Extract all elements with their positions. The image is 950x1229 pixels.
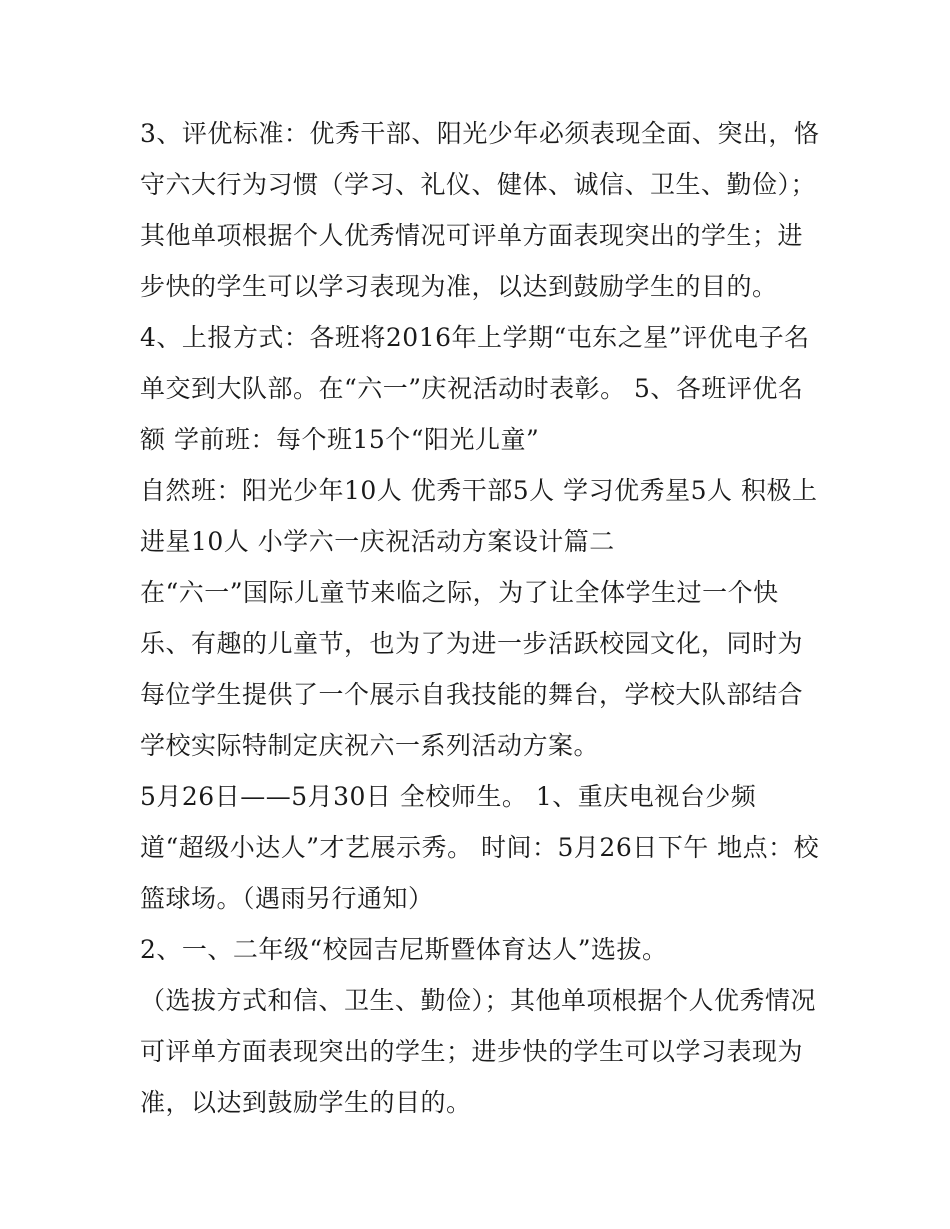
paragraph-evaluation-criteria: 3、评优标准：优秀干部、阳光少年必须表现全面、突出，恪守六大行为习惯（学习、礼仪、健体、诚信、卫生、勤俭）；其他单项根据个人优秀情况可评单方面表现突出的学生；进步快的学生可以学习表现为准，以达到鼓励学生的目的。 (140, 119, 820, 301)
paragraph-quota: 自然班：阳光少年10人 优秀干部5人 学习优秀星5人 积极上进星10人 小学六一庆祝活动方案设计篇二 (140, 476, 818, 556)
paragraph-selection: 2、一、二年级“校园吉尼斯暨体育达人”选拔。 (140, 935, 668, 964)
document-body (140, 108, 820, 1128)
paragraph-introduction: 在“六一”国际儿童节来临之际，为了让全体学生过一个快乐、有趣的儿童节，也为了为进一步活跃校园文化，同时为每位学生提供了一个展示自我技能的舞台，学校大队部结合学校实际特制定庆祝六一系列活动方案。 (140, 578, 804, 760)
paragraph-selection-method: （选拔方式和信、卫生、勤俭）；其他单项根据个人优秀情况可评单方面表现突出的学生；进步快的学生可以学习表现为准，以达到鼓励学生的目的。 (140, 986, 817, 1117)
paragraph-schedule: 5月26日——5月30日 全校师生。 1、重庆电视台少频道“超级小达人”才艺展示秀。 时间：5月26日下午 地点：校篮球场。（遇雨另行通知） (140, 782, 820, 913)
paragraph-reporting-method: 4、上报方式：各班将2016年上学期“屯东之星”评优电子名单交到大队部。在“六一”庆祝活动时表彰。 5、各班评优名额 学前班：每个班15个“阳光儿童” (140, 323, 810, 454)
